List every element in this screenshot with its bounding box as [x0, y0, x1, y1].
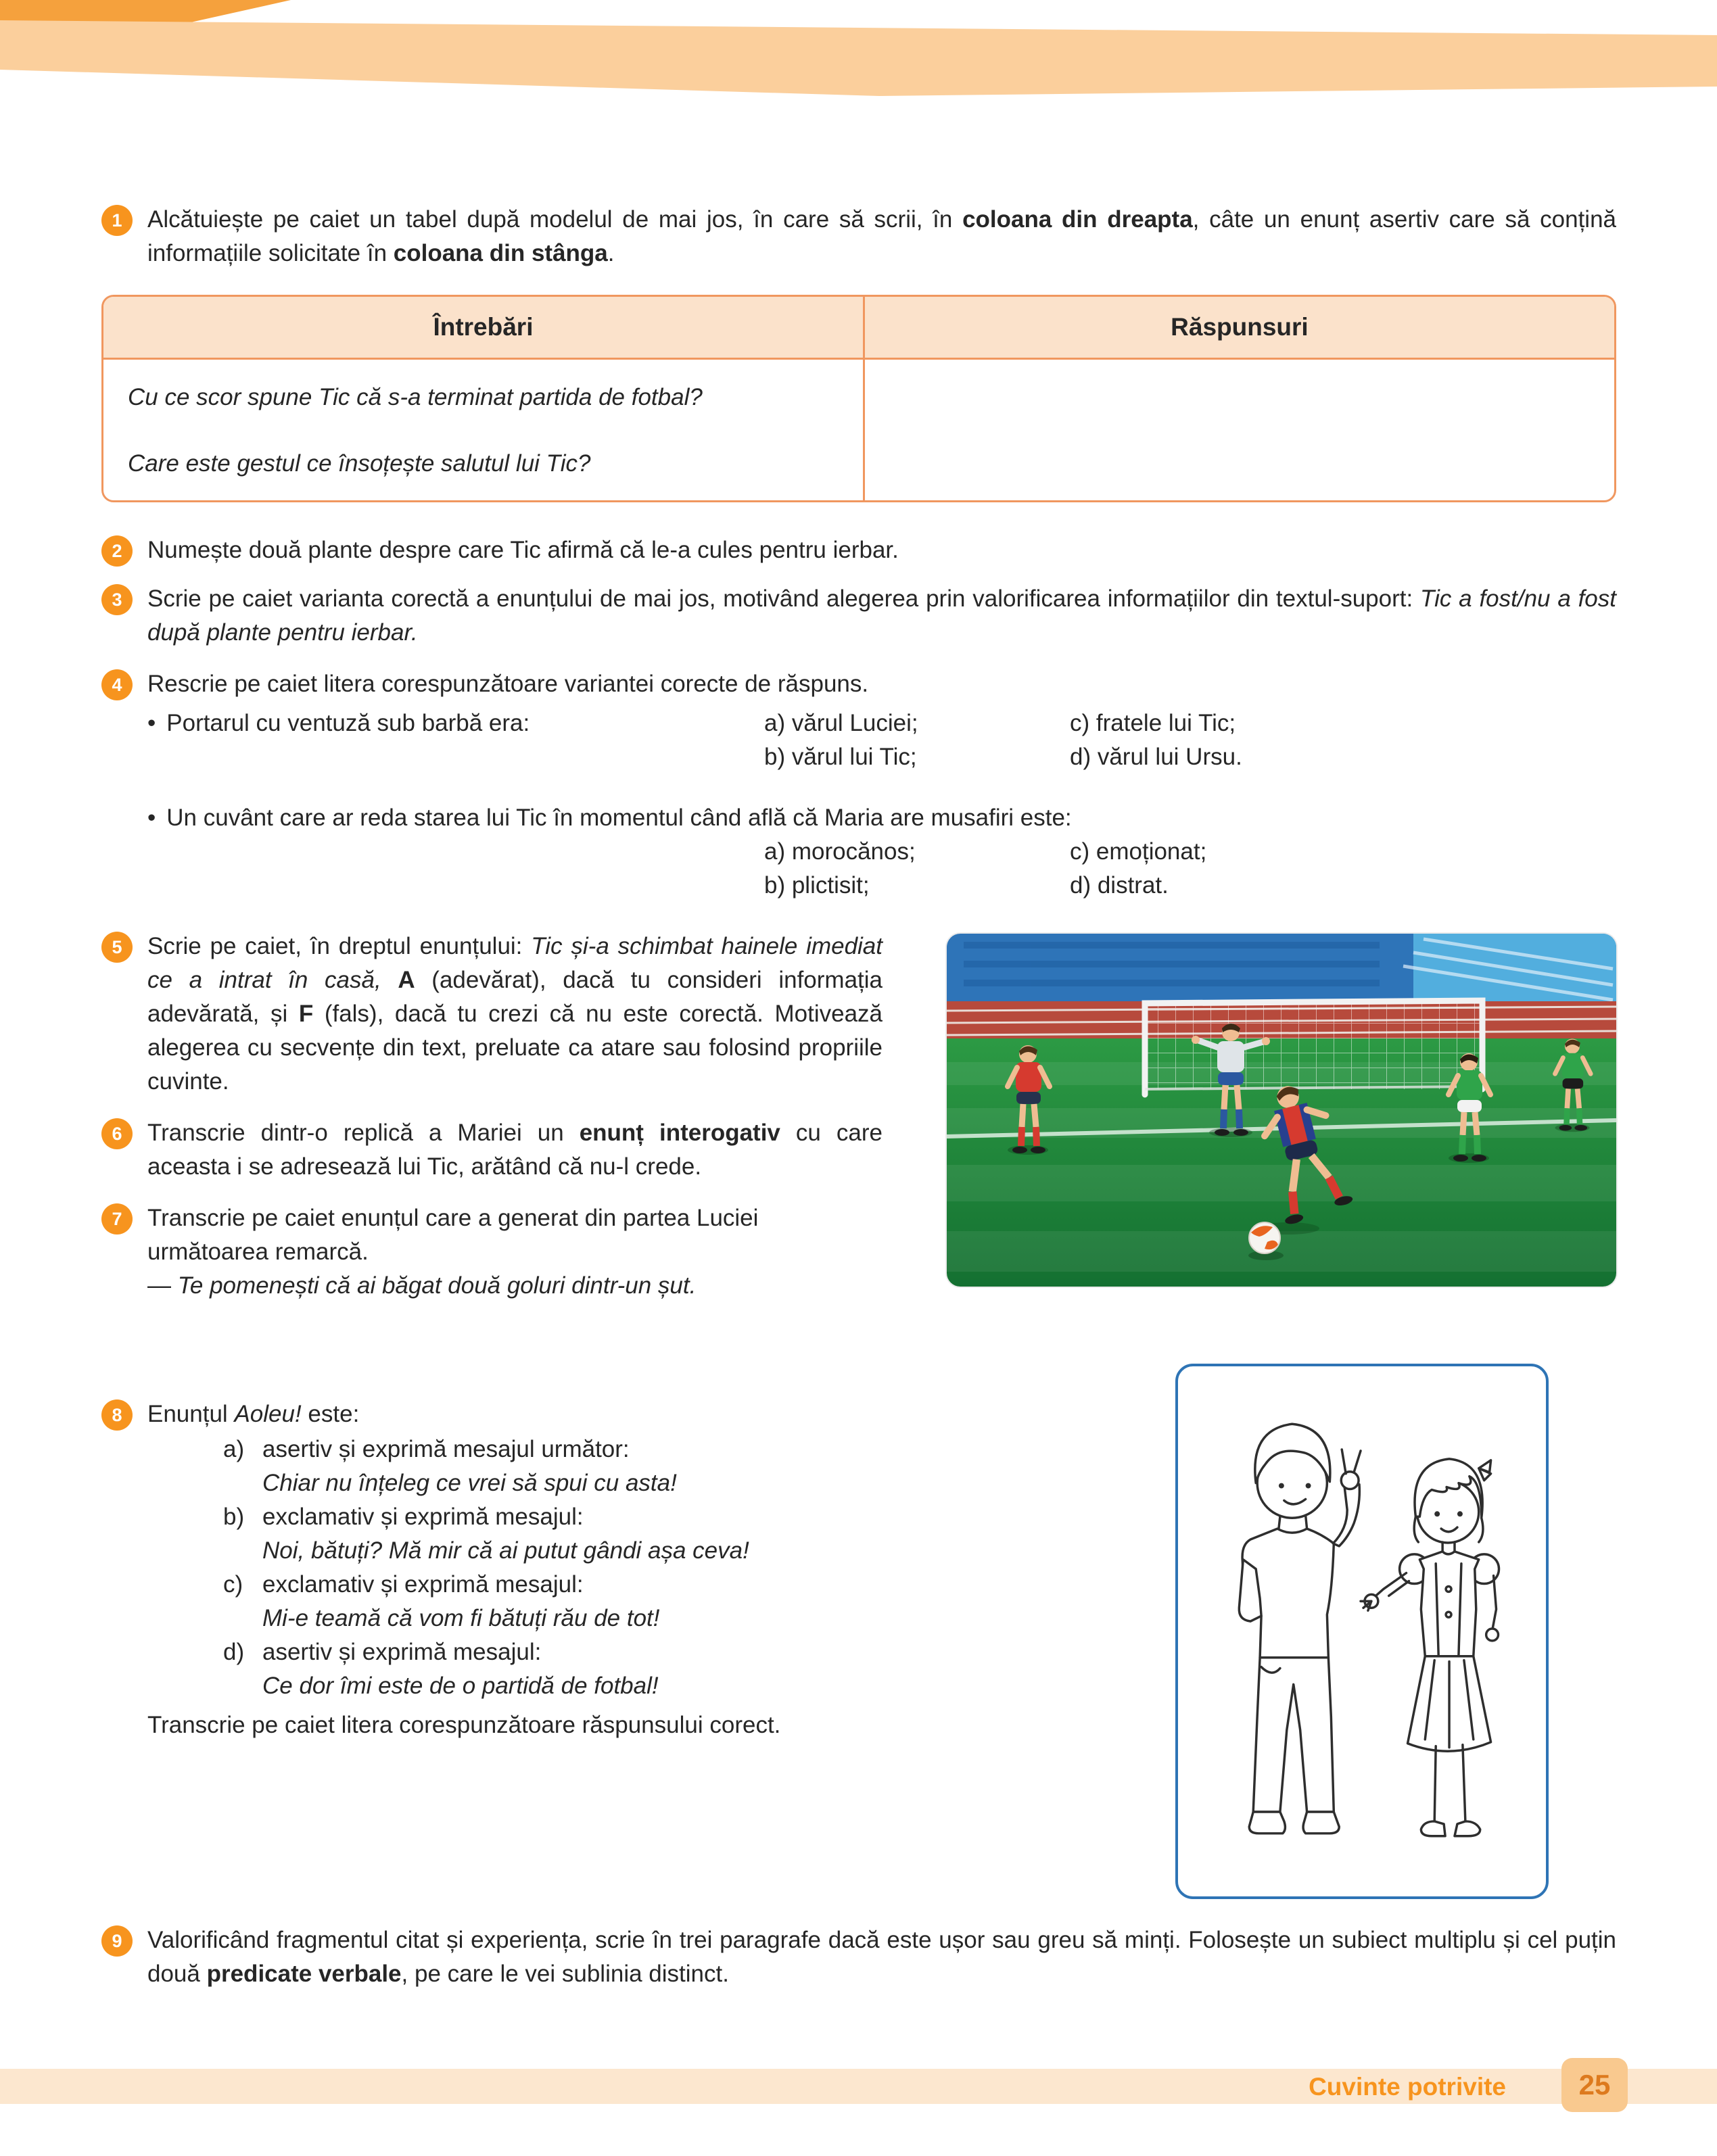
exercise-6: [101, 1116, 883, 1184]
table-answers-cell: [865, 360, 1614, 500]
exercise-7-body: [147, 1201, 883, 1303]
option-a-label: a): [223, 1436, 245, 1462]
exercise-4-q1-text: • Portarul cu ventuză sub barbă era:: [147, 710, 530, 736]
table-questions-cell: [103, 360, 865, 500]
exercise-1: [101, 203, 1616, 270]
children-illustration-graphic: [1178, 1366, 1546, 1896]
exercise-2-number: 2: [101, 535, 133, 567]
table-header-row: [103, 297, 1614, 360]
option-b-label: b): [223, 1504, 245, 1530]
exercise-4-q1-option-d: d) vărul lui Ursu.: [1070, 744, 1242, 770]
exercise-4-q2-option-d: d) distrat.: [1070, 872, 1169, 899]
exercise-4-q1-option-c: c) fratele lui Tic;: [1070, 710, 1236, 736]
exercise-9-number: 9: [101, 1925, 133, 1957]
exercise-3: [101, 582, 1616, 650]
table-question-2: Care este gestul ce însoțește salutul lui Tic?: [128, 450, 591, 477]
exercise-5: [101, 930, 883, 1099]
boy-line-art: [1239, 1424, 1361, 1834]
exercise-2: [101, 533, 1616, 567]
exercise-4-q2-text: • Un cuvânt care ar reda starea lui Tic în momentul când află că Maria are musafiri este:: [147, 805, 1072, 831]
exercise-9-text: Valorificând fragmentul citat și experiența, scrie în trei paragrafe dacă este ușor sau greu să minți. Folosește un subiect multiplu și cel puțin două predicate verbale, pe care le vei sublinia distinct.: [147, 1927, 1616, 1987]
middle-row: [101, 930, 1616, 1377]
option-c-quote: Mi-e teamă că vom fi bătuți rău de tot!: [262, 1605, 660, 1631]
exercise-8-option-d: [223, 1635, 1129, 1703]
exercise-4-q2-option-b: b) plictisit;: [764, 872, 870, 899]
exercise-8-option-a: [223, 1433, 1129, 1500]
option-d-quote: Ce dor îmi este de o partidă de fotbal!: [262, 1673, 659, 1699]
exercise-8: [101, 1397, 1129, 1742]
exercise-4-q2-option-a: a) morocănos;: [764, 838, 916, 865]
table-body-row: [103, 360, 1614, 500]
questions-table: [101, 295, 1616, 502]
exercise-8-intro: Enunțul Aoleu! este:: [147, 1401, 360, 1427]
option-b-text: exclamativ și exprimă mesajul:: [262, 1504, 584, 1530]
exercise-5-number: 5: [101, 932, 133, 963]
page-number-badge: [1561, 2058, 1628, 2112]
exercise-9: [101, 1923, 1616, 1991]
table-question-1: Cu ce scor spune Tic că s-a terminat partida de fotbal?: [128, 384, 703, 410]
exercise-4-q1-option-b: b) vărul lui Tic;: [764, 744, 917, 770]
exercise-4-q2-row-2: [147, 835, 1616, 869]
exercise-8-number: 8: [101, 1399, 133, 1431]
exercise-3-number: 3: [101, 584, 133, 615]
option-c-label: c): [223, 1571, 243, 1598]
exercise-4-number: 4: [101, 669, 133, 700]
top-banner: [0, 0, 1717, 108]
footer-chapter-label: Cuvinte potrivite: [1309, 2073, 1506, 2101]
table-header-raspunsuri: Răspunsuri: [1171, 313, 1309, 341]
exercise-4-q1-option-a: a) vărul Luciei;: [764, 710, 918, 736]
exercise-4-q1-row-1: [147, 706, 1616, 740]
option-d-text: asertiv și exprimă mesajul:: [262, 1639, 542, 1665]
bottom-left-column: [101, 1397, 1129, 1742]
exercise-8-body: [147, 1397, 1129, 1742]
football-photo-graphic: [947, 934, 1616, 1287]
exercise-8-option-b: [223, 1500, 1129, 1568]
option-a-text: asertiv și exprimă mesajul următor:: [262, 1436, 630, 1462]
exercise-7: [101, 1201, 883, 1303]
exercise-4-intro: Rescrie pe caiet litera corespunzătoare variantei corecte de răspuns.: [147, 671, 869, 697]
exercise-8-outro: Transcrie pe caiet litera corespunzătoare răspunsului corect.: [147, 1712, 781, 1738]
exercise-7-quote: — Te pomenești că ai băgat două goluri dintr-un șut.: [147, 1272, 697, 1299]
option-c-text: exclamativ și exprimă mesajul:: [262, 1571, 584, 1598]
exercise-4-q1-row-2: [147, 740, 1616, 774]
exercise-2-text: Numește două plante despre care Tic afirmă că le-a cules pentru ierbar.: [147, 537, 899, 563]
middle-left-column: [101, 930, 883, 1303]
exercise-5-text: Scrie pe caiet, în dreptul enunțului: Tic și-a schimbat hainele imediat ce a intrat în casă, A (adevărat), dacă tu consideri informația adevărată, și F (fals), dacă tu crezi că nu este corectă. Motivează alegerea cu secvențe din text, preluate ca atare sau folosind propriile cuvinte.: [147, 933, 883, 1095]
page-content: [101, 203, 1616, 1991]
exercise-4: [101, 667, 1616, 903]
option-b-quote: Noi, bătuți? Mă mir că ai putut gândi așa ceva!: [262, 1537, 749, 1564]
exercise-6-number: 6: [101, 1118, 133, 1149]
girl-line-art: [1361, 1459, 1499, 1836]
page-number: 25: [1578, 2069, 1611, 2101]
exercise-4-q2-row-1: [147, 801, 1616, 835]
children-illustration: [1175, 1364, 1549, 1899]
exercise-1-text: Alcătuiește pe caiet un tabel după modelul de mai jos, în care să scrii, în coloana din dreapta, câte un enunț asertiv care să conțină informațiile solicitate în coloana din stânga.: [147, 206, 1617, 266]
exercise-8-option-c: [223, 1568, 1129, 1635]
exercise-6-text: Transcrie dintr-o replică a Mariei un enunț interogativ cu care aceasta i se adresează lui Tic, arătând că nu-l crede.: [147, 1120, 883, 1180]
exercise-4-q2-row-3: [147, 869, 1616, 903]
exercise-4-body: [147, 667, 1616, 903]
football-photo: [947, 934, 1616, 1287]
table-header-intrebari: Întrebări: [103, 297, 865, 358]
exercise-7-number: 7: [101, 1203, 133, 1235]
exercise-8-options: [147, 1433, 1129, 1703]
option-a-quote: Chiar nu înțeleg ce vrei să spui cu asta!: [262, 1470, 677, 1496]
option-d-label: d): [223, 1639, 245, 1665]
exercise-4-q2-option-c: c) emoționat;: [1070, 838, 1207, 865]
exercise-1-number: 1: [101, 205, 133, 236]
exercise-3-text: Scrie pe caiet varianta corectă a enunțului de mai jos, motivând alegerea prin valorificarea informațiilor din textul-suport: Tic a fost/nu a fost după plante pentru ierbar.: [147, 585, 1616, 646]
bottom-row: [101, 1397, 1616, 1906]
exercise-7-text: Transcrie pe caiet enunțul care a generat din partea Luciei următoarea remarcă.: [147, 1205, 759, 1265]
